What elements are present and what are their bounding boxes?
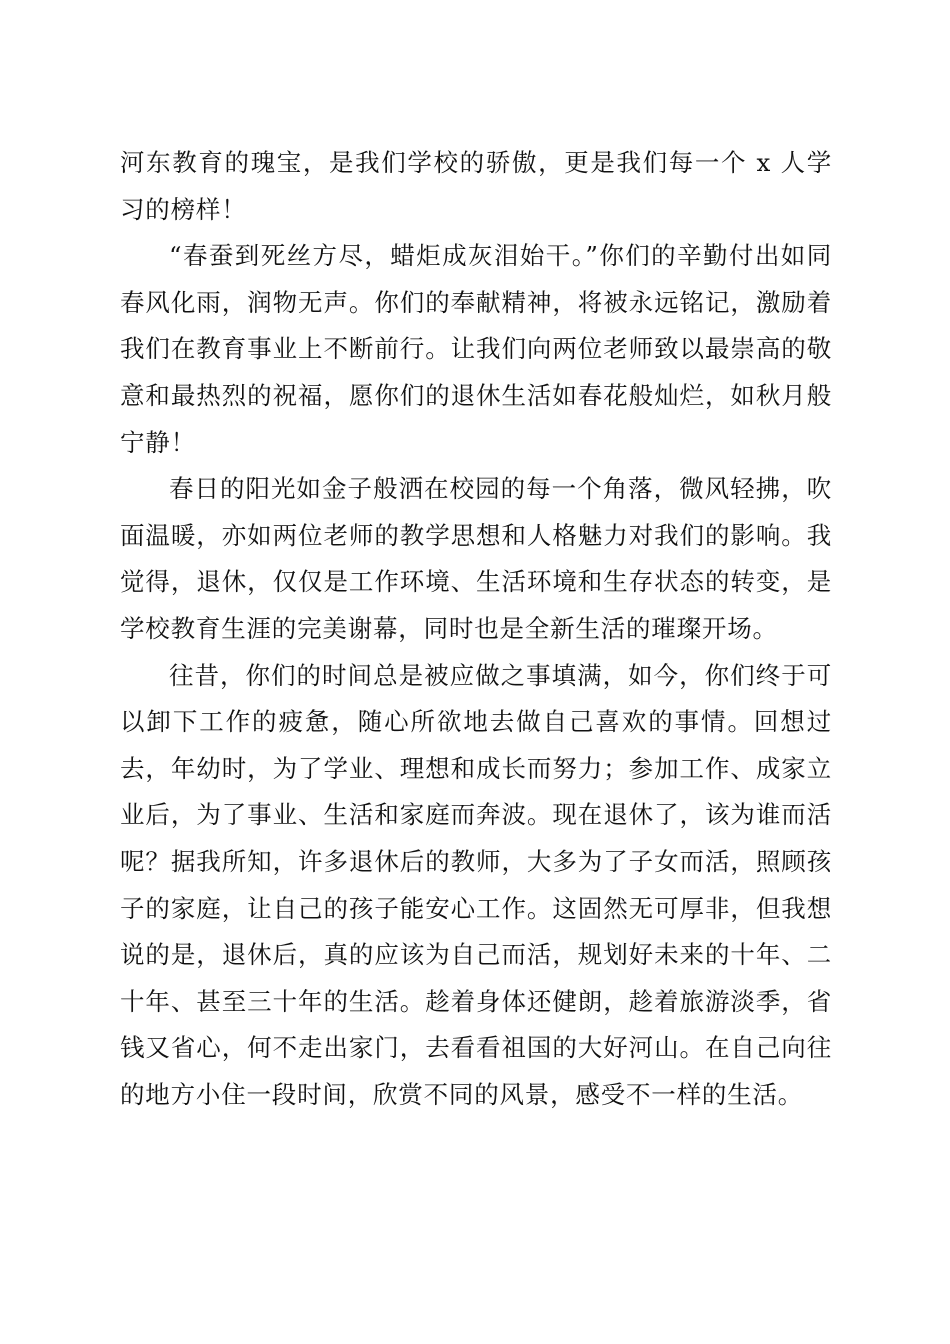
document-body (120, 140, 832, 1118)
paragraph-1: 河东教育的瑰宝，是我们学校的骄傲，更是我们每一个 x 人学习的榜样！ (120, 148, 832, 224)
paragraph-2: “春蚕到死丝方尽，蜡炬成灰泪始干。”你们的辛勤付出如同春风化雨，润物无声。你们的奉献精神，将被永远铭记，激励着我们在教育事业上不断前行。让我们向两位老师致以最崇高的敬意和最热烈的祝福，愿你们的退休生活如春花般灿烂，如秋月般宁静！ (120, 241, 832, 457)
paragraph-4: 往昔，你们的时间总是被应做之事填满，如今，你们终于可以卸下工作的疲惫，随心所欲地去做自己喜欢的事情。回想过去，年幼时，为了学业、理想和成长而努力；参加工作、成家立业后，为了事业、生活和家庭而奔波。现在退休了，该为谁而活呢？据我所知，许多退休后的教师，大多为了子女而活，照顾孩子的家庭，让自己的孩子能安心工作。这固然无可厚非，但我想说的是，退休后，真的应该为自己而活，规划好未来的十年、二十年、甚至三十年的生活。趁着身体还健朗，趁着旅游淡季，省钱又省心，何不走出家门，去看看祖国的大好河山。在自己向往的地方小住一段时间，欣赏不同的风景，感受不一样的生活。 (120, 660, 832, 1109)
paragraph-3: 春日的阳光如金子般洒在校园的每一个角落，微风轻拂，吹面温暖，亦如两位老师的教学思想和人格魅力对我们的影响。我觉得，退休，仅仅是工作环境、生活环境和生存状态的转变，是学校教育生涯的完美谢幕，同时也是全新生活的璀璨开场。 (120, 474, 832, 643)
